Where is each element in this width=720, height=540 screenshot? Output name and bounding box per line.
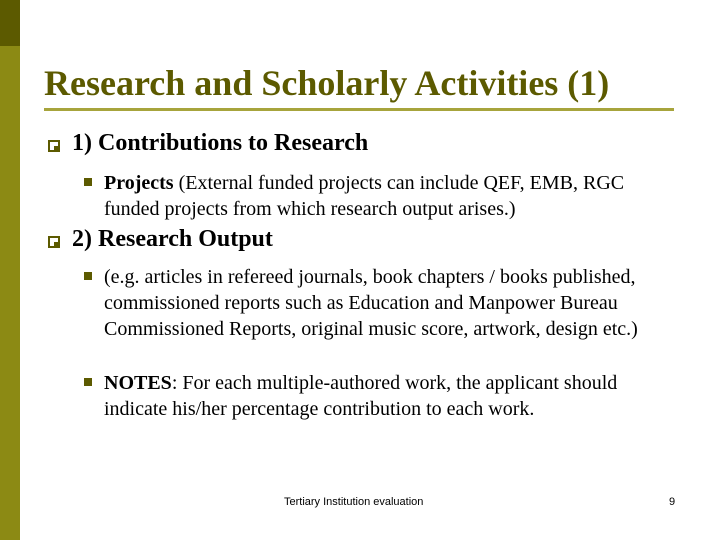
- left-accent-bar: [0, 0, 20, 540]
- title-underline: [44, 108, 674, 111]
- footer-text: Tertiary Institution evaluation: [284, 496, 424, 508]
- point-text: [104, 264, 674, 342]
- square-bullet-icon: [48, 236, 60, 248]
- point-bold: NOTES: [104, 372, 172, 394]
- point-body: : For each multiple-authored work, the applicant should indicate his/her percentage contribution to each work.: [104, 372, 618, 420]
- point-text: [104, 370, 674, 422]
- square-bullet-icon: [84, 178, 92, 186]
- square-bullet-icon: [84, 272, 92, 280]
- left-accent-bar-top: [0, 0, 20, 46]
- point-body: (e.g. articles in refereed journals, book chapters / books published, commissioned reports such as Education and Manpower Bureau Commissioned Reports, original music score, artwork, design etc.): [104, 266, 638, 340]
- section-heading: 1) Contributions to Research: [72, 130, 369, 156]
- page-number: 9: [669, 496, 676, 508]
- point-text: [104, 170, 674, 222]
- point-bold: Projects: [104, 172, 174, 194]
- point-body: (External funded projects can include QEF, EMB, RGC funded projects from which research output arises.): [104, 172, 625, 220]
- square-bullet-icon: [84, 378, 92, 386]
- slide-title: Research and Scholarly Activities (1): [44, 63, 610, 103]
- section-heading: 2) Research Output: [72, 226, 273, 252]
- square-bullet-icon: [48, 140, 60, 152]
